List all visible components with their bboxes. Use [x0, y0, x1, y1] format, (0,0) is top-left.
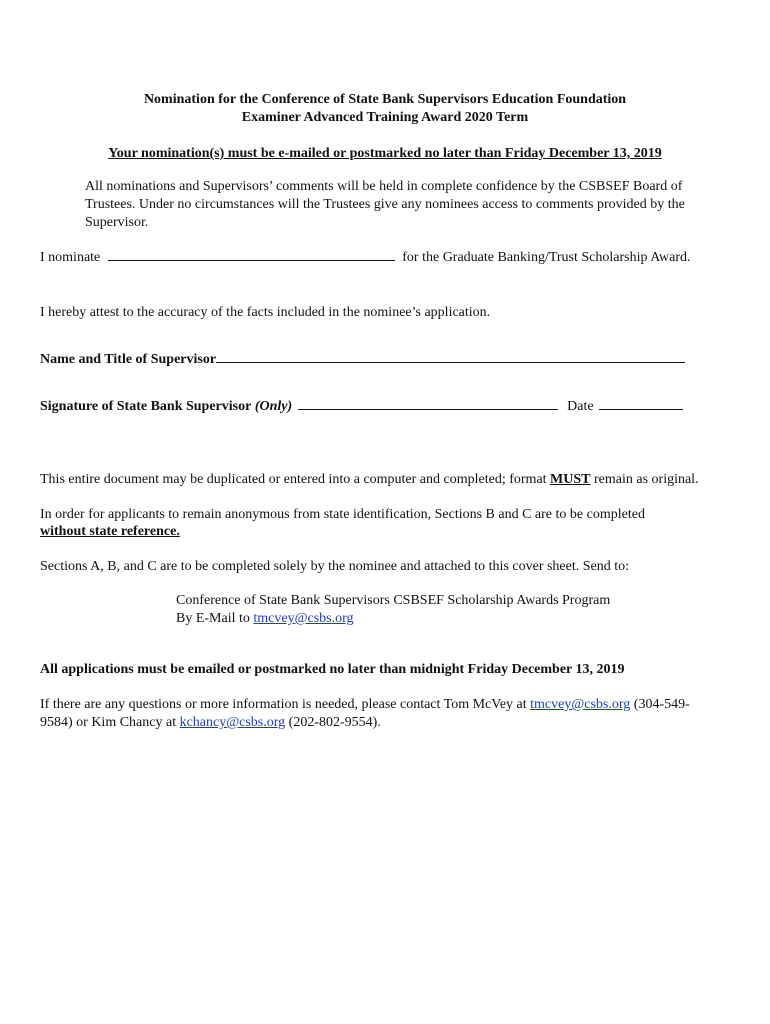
anonymous-line-1: In order for applicants to remain anonymous from state identification, Sections B and C are to be completed — [40, 507, 645, 522]
contact-email-tom-link[interactable]: tmcvey@csbs.org — [530, 697, 631, 712]
supervisor-name-label: Name and Title of Supervisor — [40, 352, 217, 367]
date-field[interactable] — [599, 397, 683, 410]
date-label: Date — [567, 399, 594, 414]
send-to-line-1: Conference of State Bank Supervisors CSBSEF Scholarship Awards Program — [176, 593, 611, 608]
signature-row — [40, 397, 683, 416]
signature-qualifier: (Only) — [254, 399, 293, 414]
contact-email-kim-link[interactable]: kchancy@csbs.org — [179, 715, 286, 730]
confidentiality-line-3: Supervisor. — [85, 215, 149, 230]
supervisor-name-field[interactable] — [216, 350, 685, 363]
send-to-line-2 — [176, 610, 354, 628]
contact-phone-tom-part1: (304-549- — [633, 697, 690, 712]
contact-phone-tom-part2: 9584) or Kim Chancy at — [40, 715, 177, 730]
signature-field[interactable] — [298, 397, 558, 410]
send-to-email-link[interactable]: tmcvey@csbs.org — [253, 611, 354, 626]
supervisor-name-row — [40, 350, 685, 369]
attest-statement: I hereby attest to the accuracy of the facts included in the nominee’s application. — [40, 305, 491, 320]
confidentiality-line-2: Trustees. Under no circumstances will the Trustees give any nominees access to comments provided by the — [85, 197, 685, 212]
nominate-label: I nominate — [40, 250, 101, 265]
duplicate-emphasis: MUST — [550, 472, 591, 487]
title-line-2: Examiner Advanced Training Award 2020 Term — [241, 110, 529, 125]
anonymous-line-2: without state reference. — [40, 524, 180, 539]
nominee-name-field[interactable] — [108, 248, 395, 261]
duplicate-suffix: remain as original. — [594, 472, 699, 487]
duplicate-note — [40, 471, 699, 489]
contact-phone-kim: (202-802-9554). — [288, 715, 381, 730]
contact-line-1 — [40, 696, 690, 714]
contact-text: If there are any questions or more information is needed, please contact Tom McVey at — [40, 697, 527, 712]
confidentiality-line-1: All nominations and Supervisors’ comments will be held in complete confidence by the CSBSEF Board of — [85, 179, 683, 194]
nominate-suffix: for the Graduate Banking/Trust Scholarship Award. — [402, 250, 691, 265]
title-line-1: Nomination for the Conference of State Bank Supervisors Education Foundation — [143, 92, 627, 107]
duplicate-text: This entire document may be duplicated or entered into a computer and completed; format — [40, 472, 547, 487]
signature-label: Signature of State Bank Supervisor — [40, 399, 252, 414]
contact-line-2 — [40, 714, 381, 732]
nominate-row — [40, 248, 691, 267]
sections-instruction: Sections A, B, and C are to be completed solely by the nominee and attached to this cover sheet. Send to: — [40, 559, 630, 574]
send-to-label: By E-Mail to — [176, 611, 250, 626]
final-deadline: All applications must be emailed or postmarked no later than midnight Friday December 13, 2019 — [40, 662, 625, 677]
deadline-notice: Your nomination(s) must be e-mailed or postmarked no later than Friday December 13, 2019 — [108, 146, 662, 161]
